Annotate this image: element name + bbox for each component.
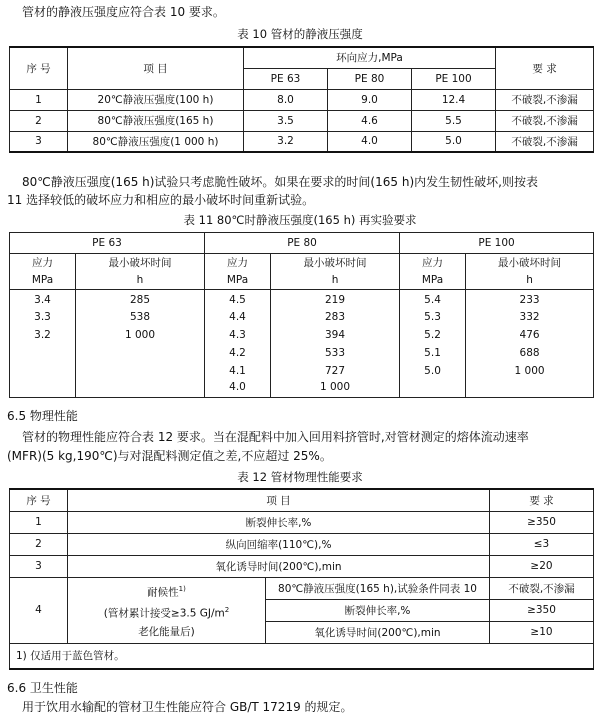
table11-cell: 3.2 (10, 326, 76, 344)
table12-cell: 断裂伸长率,% (266, 599, 490, 621)
table12-header-requirement: 要 求 (490, 489, 594, 511)
table10-cell: 9.0 (328, 89, 412, 110)
table11-cell: 5.0 (400, 362, 466, 380)
table11-cell: 3.3 (10, 308, 76, 326)
table11-cell: 285 (76, 290, 205, 308)
table11-cell: 283 (271, 308, 400, 326)
table12-cell: 不破裂,不渗漏 (490, 577, 594, 599)
table11-cell: 538 (76, 308, 205, 326)
table-row (10, 110, 594, 131)
section-6-6-line-1: 用于饮用水输配的管材卫生性能应符合 GB/T 17219 的规定。 (22, 700, 353, 714)
table11-group-pe80: PE 80 (205, 233, 400, 254)
table11-cell: 727 (271, 362, 400, 380)
table11-cell: 219 (271, 290, 400, 308)
weathering-label: 耐候性$^{1)}$ (管材累计接受≥3.5 $GJ/m^2$ 老化能量后) (68, 577, 266, 643)
table10-cell: 不破裂,不渗漏 (496, 89, 594, 110)
table12-header-item: 项 目 (68, 489, 490, 511)
table12-cell: 纵向回缩率(110℃),% (68, 533, 490, 555)
table11-cell: 5.2 (400, 326, 466, 344)
table10-cell: 4.6 (328, 110, 412, 131)
table11-cell: 4.3 (205, 326, 271, 344)
table11-cell: 1 000 (76, 326, 205, 344)
table12-footnote: 1) 仅适用于蓝色管材。 (10, 643, 594, 669)
section-6-5-line-1: 管材的物理性能应符合表 12 要求。当在混配料中加入回用料挤管时,对管材测定的熔体流动速率 (22, 430, 529, 444)
table11-cell: 5.4 (400, 290, 466, 308)
table10-cell: 4.0 (328, 131, 412, 152)
table10-header-pe80: PE 80 (328, 68, 412, 89)
table11-head-time: 最小破坏时间 h (271, 254, 400, 290)
table11-cell: 394 (271, 326, 400, 344)
table-row (10, 555, 594, 577)
table10-cell: 5.5 (412, 110, 496, 131)
table10-cell: 1 (10, 89, 68, 110)
table12-cell: 3 (10, 555, 68, 577)
table10-cell: 3 (10, 131, 68, 152)
table-row (10, 380, 594, 398)
table-row (10, 533, 594, 555)
table10-cell: 20℃静液压强度(100 h) (68, 89, 244, 110)
table11-cell: 4.2 (205, 344, 271, 362)
table12-cell: 氧化诱导时间(200℃),min (68, 555, 490, 577)
section-6-5-title: 6.5 物理性能 (7, 409, 78, 423)
table-row (10, 308, 594, 326)
table-row (10, 326, 594, 344)
table11-cell (76, 344, 205, 362)
table12-cell: 断裂伸长率,% (68, 511, 490, 533)
table10-cell: 不破裂,不渗漏 (496, 110, 594, 131)
table-row (10, 290, 594, 308)
table11-cell: 1 000 (466, 362, 594, 380)
note-line-2: 11 选择较低的破坏应力和相应的最小破坏时间重新试验。 (7, 193, 315, 207)
table-row (10, 511, 594, 533)
table11-group-pe100: PE 100 (400, 233, 594, 254)
table11-head-stress: 应力 MPa (10, 254, 76, 290)
table12-cell: ≤3 (490, 533, 594, 555)
table12-cell: ≥350 (490, 511, 594, 533)
section-6-6-title: 6.6 卫生性能 (7, 681, 78, 695)
table11-cell (76, 362, 205, 380)
table-row (10, 89, 594, 110)
table-row (10, 577, 594, 599)
table11-caption: 表 11 80℃时静液压强度(165 h) 再实验要求 (183, 213, 417, 227)
table12-cell: 氧化诱导时间(200℃),min (266, 621, 490, 643)
table-row (10, 362, 594, 380)
table11-cell: 5.3 (400, 308, 466, 326)
table10-cell: 12.4 (412, 89, 496, 110)
table11-cell: 3.4 (10, 290, 76, 308)
table11-cell (466, 380, 594, 398)
table10-cell: 5.0 (412, 131, 496, 152)
table10-cell: 3.2 (244, 131, 328, 152)
table10-header-requirement: 要 求 (496, 47, 594, 89)
table11-cell: 332 (466, 308, 594, 326)
table11-cell (10, 362, 76, 380)
section-6-5-line-2: (MFR)(5 kg,190℃)与对混配料测定值之差,不应超过 25%。 (7, 449, 332, 463)
table11-group-pe63: PE 63 (10, 233, 205, 254)
table11-cell (76, 380, 205, 398)
table11-cell: 4.1 (205, 362, 271, 380)
table-row (10, 344, 594, 362)
table12-cell: 4 (10, 577, 68, 643)
table10-header-stress: 环向应力,MPa (244, 47, 496, 68)
table11-cell: 5.1 (400, 344, 466, 362)
table11-head-stress: 应力 MPa (205, 254, 271, 290)
table12-cell: 2 (10, 533, 68, 555)
table11-cell (10, 380, 76, 398)
table11-cell (10, 344, 76, 362)
table11-cell: 4.4 (205, 308, 271, 326)
table10-header-pe100: PE 100 (412, 68, 496, 89)
note-line-1: 80℃静液压强度(165 h)试验只考虑脆性破坏。如果在要求的时间(165 h)内发生韧性破坏,则按表 (22, 175, 538, 189)
table10-caption: 表 10 管材的静液压强度 (237, 27, 363, 41)
table12-cell: ≥10 (490, 621, 594, 643)
table12 (9, 488, 594, 670)
table11-cell: 4.5 (205, 290, 271, 308)
table12-cell: ≥350 (490, 599, 594, 621)
table10-header-item: 项 目 (68, 47, 244, 89)
table-row (10, 131, 594, 152)
table11-cell: 4.0 (205, 380, 271, 398)
table11-cell (400, 380, 466, 398)
table12-cell: 80℃静液压强度(165 h),试验条件同表 10 (266, 577, 490, 599)
table11-cell: 688 (466, 344, 594, 362)
table11-head-time: 最小破坏时间 h (466, 254, 594, 290)
table12-cell: ≥20 (490, 555, 594, 577)
table12-caption: 表 12 管材物理性能要求 (237, 470, 363, 484)
table11-cell: 233 (466, 290, 594, 308)
table11-cell: 533 (271, 344, 400, 362)
table10-cell: 80℃静液压强度(165 h) (68, 110, 244, 131)
table10 (9, 46, 594, 153)
table12-header-index: 序 号 (10, 489, 68, 511)
table10-cell: 80℃静液压强度(1 000 h) (68, 131, 244, 152)
intro-text: 管材的静液压强度应符合表 10 要求。 (22, 5, 225, 19)
table10-cell: 8.0 (244, 89, 328, 110)
table11-head-stress: 应力 MPa (400, 254, 466, 290)
table10-header-pe63: PE 63 (244, 68, 328, 89)
table10-cell: 2 (10, 110, 68, 131)
table11-head-time: 最小破坏时间 h (76, 254, 205, 290)
table11 (9, 232, 594, 398)
table12-cell: 1 (10, 511, 68, 533)
table10-cell: 不破裂,不渗漏 (496, 131, 594, 152)
table10-cell: 3.5 (244, 110, 328, 131)
table10-header-index: 序 号 (10, 47, 68, 89)
table11-cell: 476 (466, 326, 594, 344)
table11-cell: 1 000 (271, 380, 400, 398)
